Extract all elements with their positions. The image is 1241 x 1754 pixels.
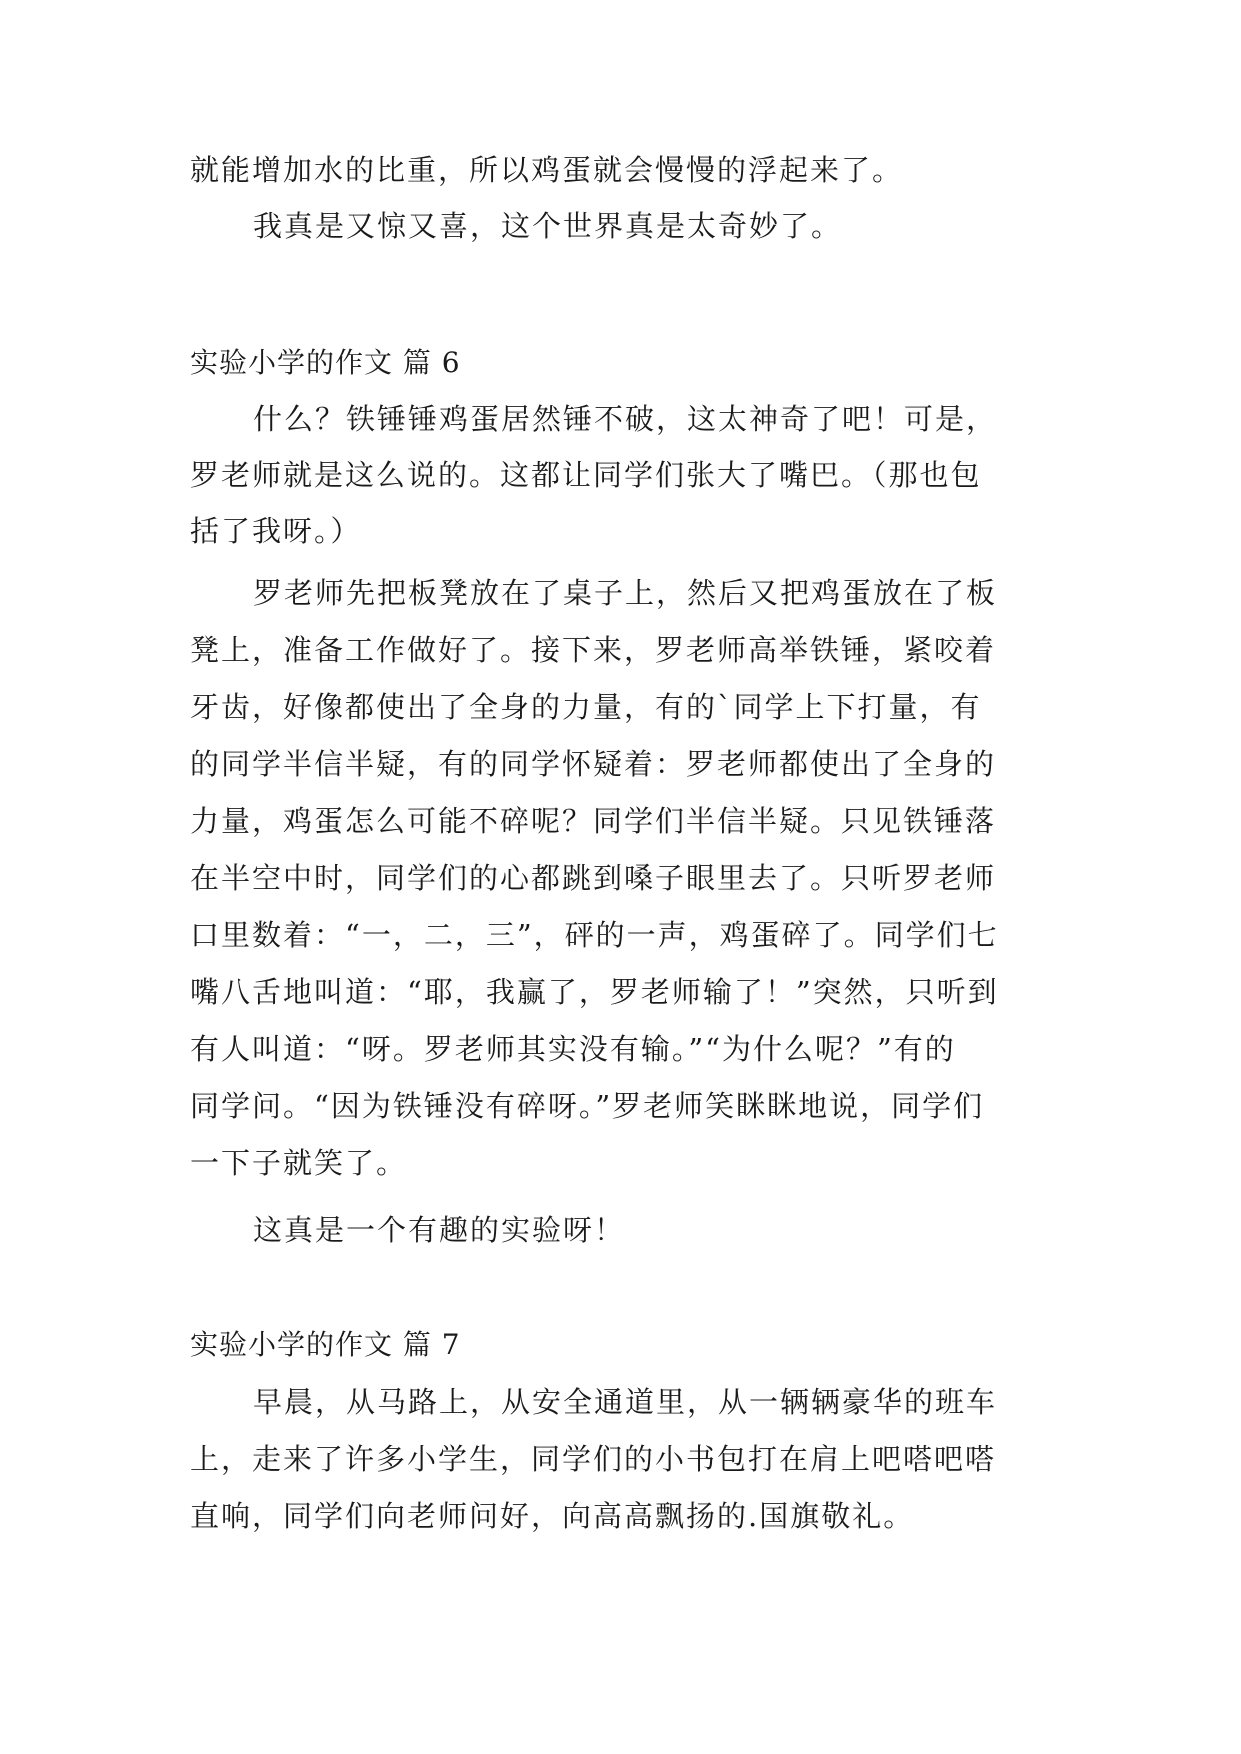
section-heading: 实验小学的作文 篇 7 bbox=[190, 1328, 461, 1361]
paragraph-line: 罗老师就是这么说的。这都让同学们张大了嘴巴。（那也包 bbox=[190, 458, 982, 492]
paragraph-line: 力量，鸡蛋怎么可能不碎呢？同学们半信半疑。只见铁锤落 bbox=[190, 804, 997, 838]
paragraph-line: 的同学半信半疑，有的同学怀疑着：罗老师都使出了全身的 bbox=[190, 747, 997, 781]
paragraph-line: 什么？铁锤锤鸡蛋居然锤不破，这太神奇了吧！可是， bbox=[253, 402, 998, 436]
section-heading: 实验小学的作文 篇 6 bbox=[190, 346, 461, 379]
paragraph-line: 牙齿，好像都使出了全身的力量，有的`同学上下打量，有 bbox=[190, 690, 982, 724]
paragraph-line: 罗老师先把板凳放在了桌子上，然后又把鸡蛋放在了板 bbox=[253, 576, 998, 610]
paragraph-line: 嘴八舌地叫道：“耶，我赢了，罗老师输了！”突然，只听到 bbox=[190, 975, 999, 1009]
paragraph-line: 我真是又惊又喜，这个世界真是太奇妙了。 bbox=[253, 209, 843, 243]
paragraph-line: 早晨，从马路上，从安全通道里，从一辆辆豪华的班车 bbox=[253, 1385, 998, 1419]
paragraph-line: 一下子就笑了。 bbox=[190, 1146, 408, 1180]
paragraph-line: 上，走来了许多小学生，同学们的小书包打在肩上吧嗒吧嗒 bbox=[190, 1442, 997, 1476]
paragraph-line: 括了我呀。） bbox=[190, 514, 362, 548]
paragraph-line: 在半空中时，同学们的心都跳到嗓子眼里去了。只听罗老师 bbox=[190, 861, 997, 895]
paragraph-line: 有人叫道：“呀。罗老师其实没有输。”“为什么呢？”有的 bbox=[190, 1032, 956, 1066]
paragraph-line: 口里数着：“一，二，三”，砰的一声，鸡蛋碎了。同学们七 bbox=[190, 918, 999, 952]
paragraph-line: 这真是一个有趣的实验呀！ bbox=[253, 1213, 626, 1247]
paragraph-line: 直响，同学们向老师问好，向高高飘扬的.国旗敬礼。 bbox=[190, 1499, 915, 1533]
paragraph-line: 凳上，准备工作做好了。接下来，罗老师高举铁锤，紧咬着 bbox=[190, 633, 997, 667]
paragraph-line: 同学问。“因为铁锤没有碎呀。”罗老师笑眯眯地说，同学们 bbox=[190, 1089, 985, 1123]
paragraph-line: 就能增加水的比重，所以鸡蛋就会慢慢的浮起来了。 bbox=[190, 153, 904, 187]
